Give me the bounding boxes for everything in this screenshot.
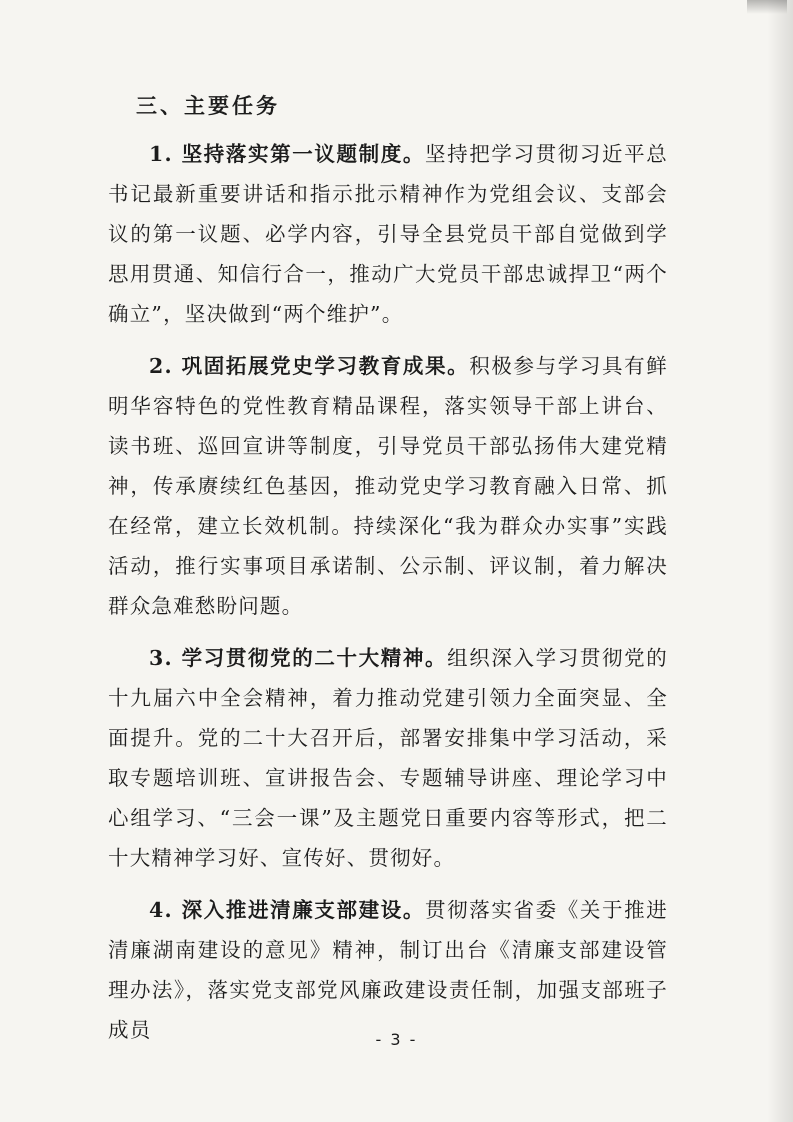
document-body [108,88,668,1062]
task-item-2-lead: 2. 巩固拓展党史学习教育成果。 [149,354,470,378]
task-item-2-text: 积极参与学习具有鲜明华容特色的党性教育精品课程，落实领导干部上讲台、读书班、巡回宣讲等制度，引导党员干部弘扬伟大建党精神，传承赓续红色基因，推动党史学习教育融入日常、抓在经常，建立长效机制。持续深化“我为群众办实事”实践活动，推行实事项目承诺制、公示制、评议制，着力解决群众急难愁盼问题。 [108,354,668,618]
task-item-4 [108,890,668,1050]
task-item-3-text: 组织深入学习贯彻党的十九届六中全会精神，着力推动党建引领力全面突显、全面提升。党的二十大召开后，部署安排集中学习活动，采取专题培训班、宣讲报告会、专题辅导讲座、理论学习中心组学习、“三会一课”及主题党日重要内容等形式，把二十大精神学习好、宣传好、贯彻好。 [108,646,668,870]
task-item-1-text: 坚持把学习贯彻习近平总书记最新重要讲话和指示批示精神作为党组会议、支部会议的第一议题、必学内容，引导全县党员干部自觉做到学思用贯通、知信行合一，推动广大党员干部忠诚捍卫“两个确立”，坚决做到“两个维护”。 [108,142,668,326]
section-heading: 三、主要任务 [136,93,280,118]
scan-corner-mark [747,0,787,14]
task-item-4-lead: 4. 深入推进清廉支部建设。 [149,898,425,922]
scan-edge-shadow [767,0,793,1122]
task-item-1-lead: 1. 坚持落实第一议题制度。 [149,142,425,166]
task-item-3-lead: 3. 学习贯彻党的二十大精神。 [149,646,448,670]
page-number: - 3 - [375,1030,418,1049]
task-item-3 [108,638,668,878]
task-item-2 [108,346,668,626]
task-item-4-text: 贯彻落实省委《关于推进清廉湖南建设的意见》精神，制订出台《清廉支部建设管理办法》，落实党支部党风廉政建设责任制，加强支部班子成员 [108,898,668,1042]
task-item-1 [108,134,668,334]
